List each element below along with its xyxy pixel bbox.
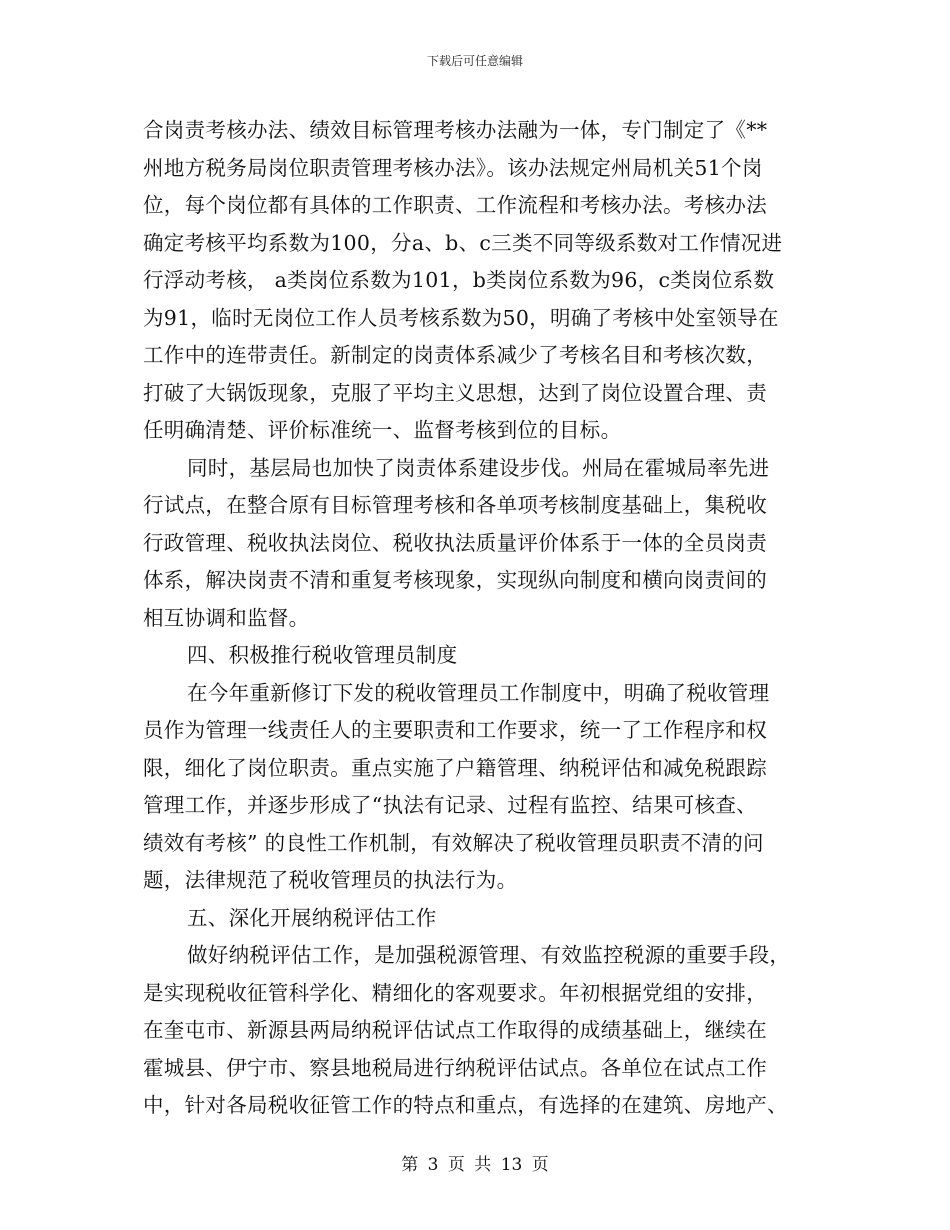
text-line: 绩效有考核” 的良性工作机制，有效解决了税收管理员职责不清的问 — [143, 830, 764, 855]
text-line: 打破了大锅饭现象，克服了平均主义思想，达到了岗位设置合理、责 — [143, 380, 767, 405]
text-line: 为91，临时无岗位工作人员考核系数为50，明确了考核中处室领导在 — [143, 305, 779, 330]
text-line: 员作为管理一线责任人的主要职责和工作要求，统一了工作程序和权 — [143, 718, 767, 742]
document-body — [143, 112, 815, 1125]
page-footer: 第 3 页 共 13 页 — [401, 1155, 549, 1175]
page-header: 下载后可任意编辑 — [426, 54, 523, 68]
text-line: 在奎屯市、新源县两局纳税评估试点工作取得的成绩基础上，继续在 — [143, 1018, 767, 1042]
text-line: 行浮动考核， a类岗位系数为101，b类岗位系数为96，c类岗位系数 — [143, 268, 775, 292]
text-line: 中，针对各局税收征管工作的特点和重点，有选择的在建筑、房地产、 — [143, 1093, 788, 1117]
section-heading: 四、积极推行税收管理员制度 — [187, 643, 458, 667]
text-line: 体系，解决岗责不清和重复考核现象，实现纵向制度和横向岗责间的 — [143, 568, 767, 592]
text-line: 任明确清楚、评价标准统一、监督考核到位的目标。 — [143, 418, 622, 442]
text-line: 是实现税收征管科学化、精细化的客观要求。年初根据党组的安排， — [143, 980, 767, 1005]
text-line: 管理工作，并逐步形成了“执法有记录、过程有监控、结果可核查、 — [143, 793, 757, 817]
text-line: 行政管理、税收执法岗位、税收执法质量评价体系于一体的全员岗责 — [143, 530, 767, 555]
text-line: 州地方税务局岗位职责管理考核办法》。该办法规定州局机关51个岗 — [143, 155, 763, 180]
paragraph-start-line: 同时，基层局也加快了岗责体系建设步伐。州局在霍城局率先进 — [187, 455, 770, 480]
paragraph-start-line: 做好纳税评估工作，是加强税源管理、有效监控税源的重要手段， — [187, 943, 791, 967]
text-line: 相互协调和监督。 — [143, 605, 310, 630]
text-line: 限，细化了岗位职责。重点实施了户籍管理、纳税评估和减免税跟踪 — [143, 755, 767, 780]
text-line: 位，每个岗位都有具体的工作职责、工作流程和考核办法。考核办法 — [143, 193, 767, 217]
paragraph-start-line: 在今年重新修订下发的税收管理员工作制度中，明确了税收管理 — [187, 680, 770, 705]
section-heading: 五、深化开展纳税评估工作 — [187, 905, 437, 930]
text-line: 合岗责考核办法、绩效目标管理考核办法融为一体，专门制定了《** — [143, 118, 768, 142]
text-line: 行试点，在整合原有目标管理考核和各单项考核制度基础上，集税收 — [143, 493, 767, 517]
text-line: 工作中的连带责任。新制定的岗责体系减少了考核名目和考核次数， — [143, 343, 767, 367]
text-line: 霍城县、伊宁市、察县地税局进行纳税评估试点。各单位在试点工作 — [143, 1055, 767, 1080]
text-line: 题，法律规范了税收管理员的执法行为。 — [143, 868, 518, 892]
text-line: 确定考核平均系数为100，分a、b、c三类不同等级系数对工作情况进 — [143, 230, 783, 255]
